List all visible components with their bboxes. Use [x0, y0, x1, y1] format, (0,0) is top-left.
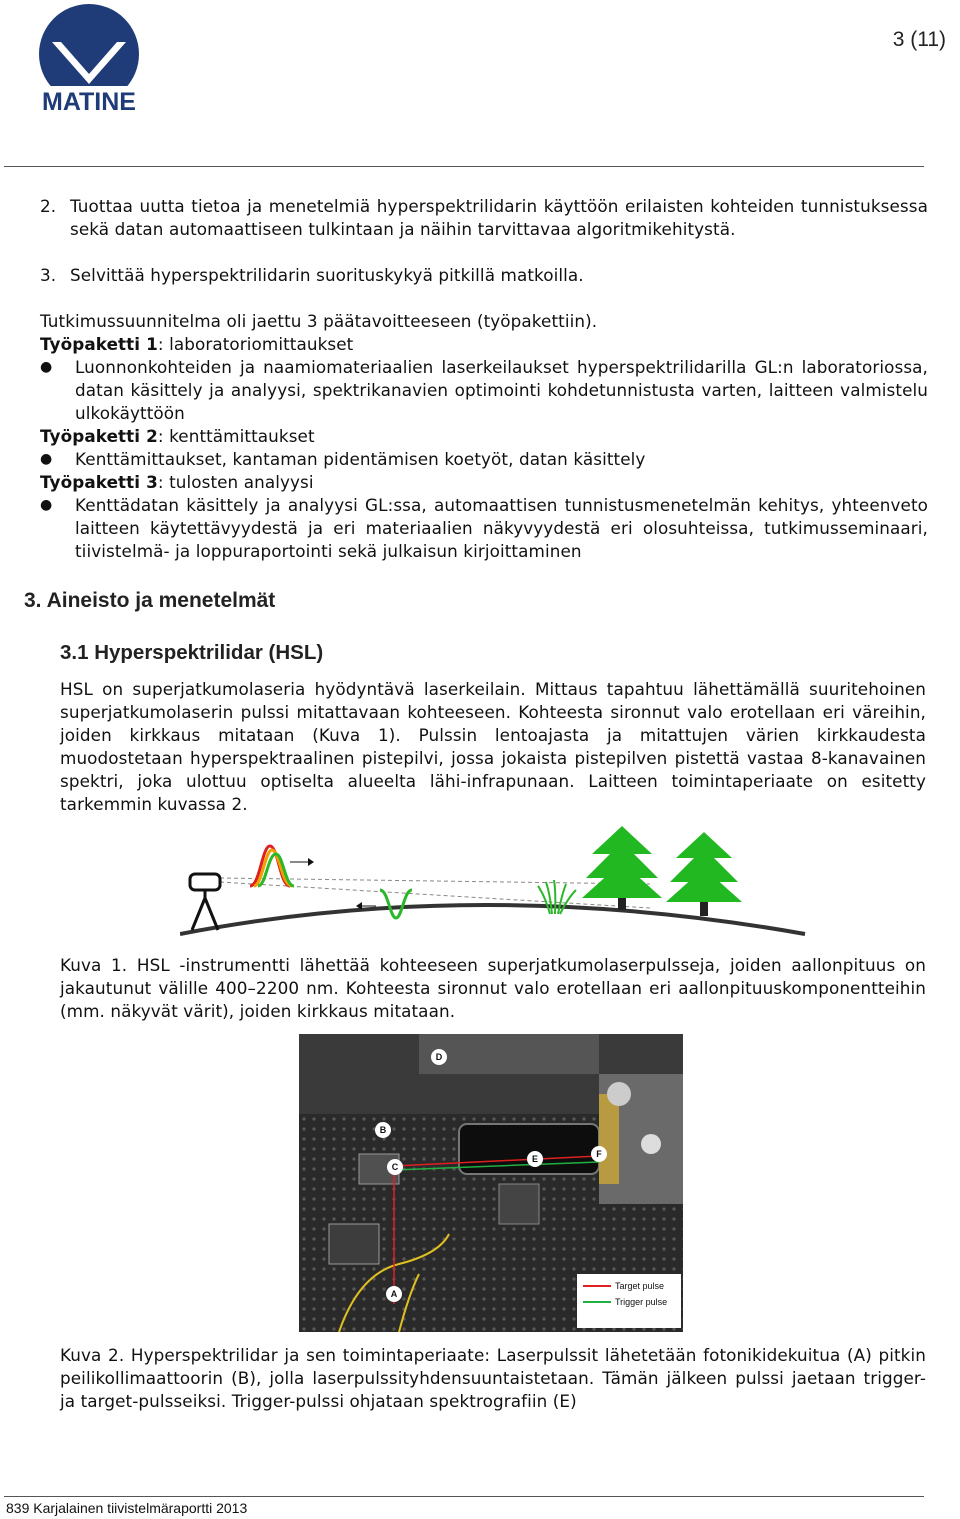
- goal-item-2: [40, 195, 928, 241]
- figure-1: [180, 826, 820, 946]
- page-number: 3 (11): [892, 28, 946, 51]
- bullet-icon: ●: [40, 359, 53, 375]
- work-packages: [40, 333, 928, 563]
- legend-target-pulse: Target pulse: [615, 1281, 665, 1291]
- wp1-heading: [40, 333, 928, 356]
- wp3-heading: [40, 471, 928, 494]
- svg-text:MATINE: MATINE: [42, 88, 136, 116]
- header-rule: [4, 166, 924, 167]
- lidar-instrument-icon: [190, 874, 220, 930]
- tree-icon: [582, 826, 662, 910]
- marker-f: F: [596, 1149, 602, 1159]
- hsl-paragraph: HSL on superjatkumolaseria hyödyntävä laserkeilain. Mittaus tapahtuu lähettämällä suuritehoinen superjatkumolaserin pulssi mitattavaan kohteeseen. Kohteesta sironnut valo erotellaan eri väreihin, joiden kirkkaus mitataan (Kuva 1). Pulssin lentoajasta ja mitattujen värien kirkkaudesta muodostetaan hyperspektraalinen pistepilvi, jossa jokaista pistepilven pistettä vastaa 8-kanavainen spektri, joka ulottuu optiselta alueelta lähi-infrapunaan. Laitteen toimintaperiaate on esitetty tarkemmin kuvassa 2.: [60, 679, 926, 814]
- figure-2-photo: [299, 1034, 683, 1332]
- wp-title: : laboratoriomittaukset: [157, 334, 354, 354]
- footer-rule: [4, 1496, 924, 1497]
- wp-title: : kenttämittaukset: [157, 426, 315, 446]
- wp-bullet-text: Luonnonkohteiden ja naamiomateriaalien laserkeilaukset hyperspektrilidarilla GL:n laboratoriossa, datan käsittely ja analyysi, spektrikanavien optimointi kohdetunnistusta varten, laitteen valmistelu ulkokäyttöön: [75, 357, 928, 423]
- figure-2-caption: Kuva 2. Hyperspektrilidar ja sen toimintaperiaate: Laserpulssit lähetetään fotonikidekuitua (A) pitkin peilikollimaattoorin (B), jolla laserpulssityhdensuuntaistetaan. Tämän jälkeen pulssi jaetaan trigger- ja target-pulsseiksi. Trigger-pulssi ohjataan spektrografiin (E): [60, 1345, 926, 1411]
- wp1-bullet: [40, 356, 928, 425]
- wp-title: : tulosten analyysi: [157, 472, 314, 492]
- subsection-heading: 3.1 Hyperspektrilidar (HSL): [60, 641, 324, 664]
- tree-icon: [666, 832, 742, 916]
- goal-item-3: [40, 264, 928, 287]
- matine-logo: [22, 2, 156, 116]
- goal-number: 2.: [40, 196, 57, 216]
- goal-text: Tuottaa uutta tietoa ja menetelmiä hyperspektrilidarin käyttöön erilaisten kohteiden tunnistuksessa sekä datan automaattiseen tulkintaan ja näihin tarvittavaa algoritmikehitystä.: [70, 196, 928, 239]
- footer-text: 839 Karjalainen tiivistelmäraportti 2013: [6, 1500, 248, 1516]
- section-heading: 3. Aineisto ja menetelmät: [24, 589, 276, 612]
- marker-a: A: [390, 1289, 398, 1299]
- marker-d: D: [435, 1052, 443, 1062]
- marker-e: E: [531, 1154, 539, 1164]
- goal-text: Selvittää hyperspektrilidarin suorituskykyä pitkillä matkoilla.: [70, 265, 584, 285]
- intro-text: Tutkimussuunnitelma oli jaettu 3 päätavoitteeseen (työpakettiin).: [40, 311, 598, 331]
- wp-bullet-text: Kenttämittaukset, kantaman pidentämisen koetyöt, datan käsittely: [75, 449, 646, 469]
- marker-b: B: [379, 1125, 387, 1135]
- wp-bullet-text: Kenttädatan käsittely ja analyysi GL:ssa, automaattisen tunnistusmenetelmän kehitys, yhteenveto laitteen käytettävyydestä ja eri materiaalien näkyvyydestä eri olosuhteissa, tutkimusseminaari, tiivistelmä- ja loppuraportointi sekä julkaisun kirjoittaminen: [75, 495, 928, 561]
- figure-1-caption: Kuva 1. HSL -instrumentti lähettää kohteeseen superjatkumolaserpulsseja, joiden aallonpituus on jakautunut välille 400–2200 nm. Kohteesta sironnut valo erotellaan eri aallonpituuskomponentteihin (mm. näkyvät värit), joiden kirkkaus mitataan.: [60, 955, 926, 1021]
- wp-label: Työpaketti 2: [40, 426, 158, 446]
- wp-label: Työpaketti 3: [40, 472, 158, 492]
- wp-label: Työpaketti 1: [40, 334, 158, 354]
- bullet-icon: ●: [40, 451, 53, 467]
- wp3-bullet: [40, 494, 928, 563]
- goal-number: 3.: [40, 265, 57, 285]
- wp2-bullet: [40, 448, 928, 471]
- bullet-icon: ●: [40, 497, 53, 513]
- marker-c: C: [391, 1162, 399, 1172]
- wp2-heading: [40, 425, 928, 448]
- legend-trigger-pulse: Trigger pulse: [615, 1297, 668, 1307]
